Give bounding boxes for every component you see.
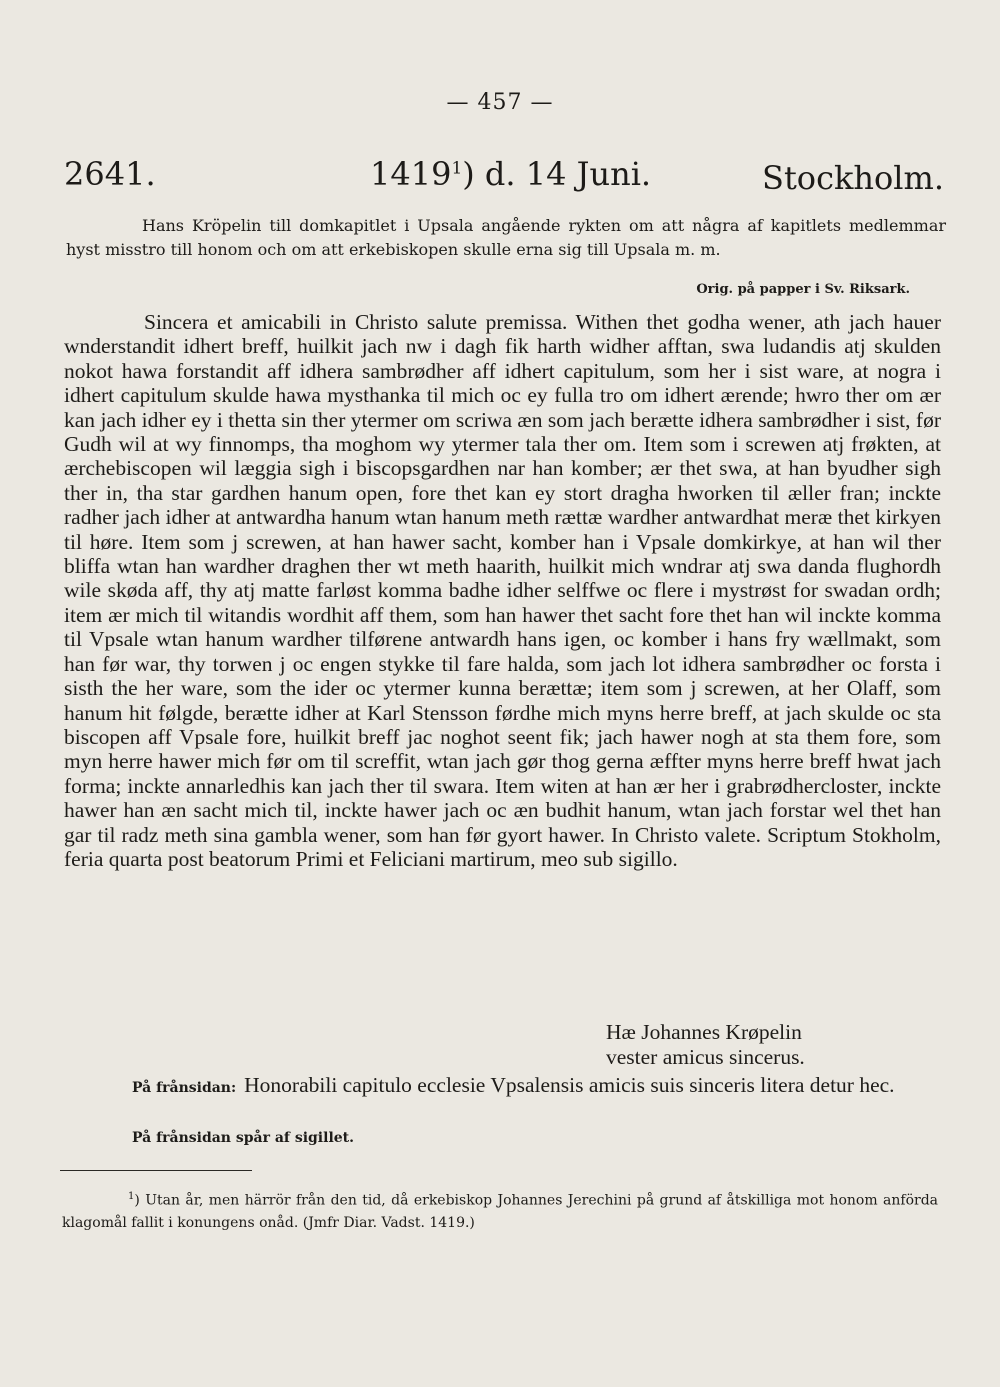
seal-note: På frånsidan spår af sigillet. (132, 1130, 355, 1146)
document-header (64, 155, 944, 199)
document-year: 1419 (370, 155, 452, 193)
address-label: På frånsidan: (132, 1080, 237, 1096)
document-date (370, 155, 651, 193)
page-number: — 457 — (446, 90, 554, 115)
address-text: Honorabili capitulo ecclesie Vpsalensis amicis suis sinceris litera detur hec. (244, 1073, 895, 1097)
source-note: Orig. på papper i Sv. Riksark. (696, 282, 910, 297)
footnote-divider (60, 1170, 252, 1171)
address-note (62, 1072, 942, 1101)
letter-body (64, 310, 941, 871)
document-summary: Hans Kröpelin till domkapitlet i Upsala angående rykten om att några af kapitlets medlemmar hyst misstro till honom och om att erkebiskopen skulle erna sig till Upsala m. m. (66, 216, 946, 259)
signature-line-1: Hæ Johannes Krøpelin (606, 1020, 802, 1044)
document-number: 2641. (64, 155, 156, 193)
letter-text: Sincera et amicabili in Christo salute premissa. Withen thet godha wener, ath jach hauer wnderstandit idhert breff, huilkit jach nw i dagh fik harth widher afftan, swa ludandis atj skulden nokot hawa forstandit aff idhera sambrødher aff idhert capitulum, som her i sist ware, at nogra i idhert capitulum skulde hawa mysthanka til mich oc ey fulla tro om idhert ærende; hwro ther om ær kan jach idher ey i thetta sin ther ytermer om scriwa æn som jach berætte idhera sambrødher i sist, før Gudh wil at wy finnomps, tha moghom wy ytermer tala ther om. Item som i screwen atj frøkten, at ærchebiscopen wil læggia sigh i biscopsgardhen nar han komber; ær thet swa, at han byudher sigh ther in, tha star gardhen hanum open, fore thet kan ey stort dragha hworken til æller fran; inckte radher jach idher at antwardha hanum wtan hanum meth rættæ wardher antwardhat meræ thet kirkyen til høre. Item som j screwen, at han hawer sacht, komber han i Vpsale domkirkye, at han wil ther bliffa wtan han wardher draghen ther wt meth haarith, huilkit mich wndrar atj swa danda flughordh wile skøda aff, thy atj matte farløst komma badhe idher selffwe oc flere i mystrøst for swadan ordh; item ær mich til witandis wordhit aff them, som han hawer thet sacht fore thet han wil inckte komma til Vpsale wtan hanum wardher tilførene antwardh hans igen, oc komber i hans fry wællmakt, som han før war, thy torwen j oc engen stykke til fare halda, som jach lot idhera sambrødher oc forsta i sisth the her ware, som the ider oc ytermer kunna berættæ; item som j screwen, at her Olaff, som hanum hit følgde, berætte idher at Karl Stensson førdhe mich myns herre breff, at jach skulde oc sta biscopen aff Vpsale fore, huilkit breff jac noghot seent fik; jach hawer nogh at sta them fore, som myn herre hawer mich før om til screffit, wtan jach gør thog gerna æffter myns herre breff hwat jach forma; inckte annarledhis kan jach ther til swara. Item witen at han ær her i grabrødhercloster, inckte hawer han æn sacht mich til, inckte hawer jach oc æn budhit hanum, wtan jach forstar wel thet han gar til radz meth sina gambla wener, som han før gyort hawer. In Christo valete. Scriptum Stokholm, feria quarta post beatorum Primi et Feliciani martirum, meo sub sigillo. (64, 310, 941, 871)
footnote-marker: 1 (128, 1191, 135, 1202)
footnote-text: ) Utan år, men härrör från den tid, då erkebiskop Johannes Jerechini på grund af åtskilliga mot honom anförda klagomål fallit i konungens onåd. (Jmfr Diar. Vadst. 1419.) (62, 1192, 938, 1231)
document-place: Stockholm. (762, 159, 944, 197)
document-day: ) d. 14 Juni. (462, 155, 652, 193)
footnote-reference[interactable]: 1 (451, 158, 463, 179)
signature-line-2: vester amicus sincerus. (606, 1045, 805, 1069)
footnote (62, 1186, 938, 1234)
